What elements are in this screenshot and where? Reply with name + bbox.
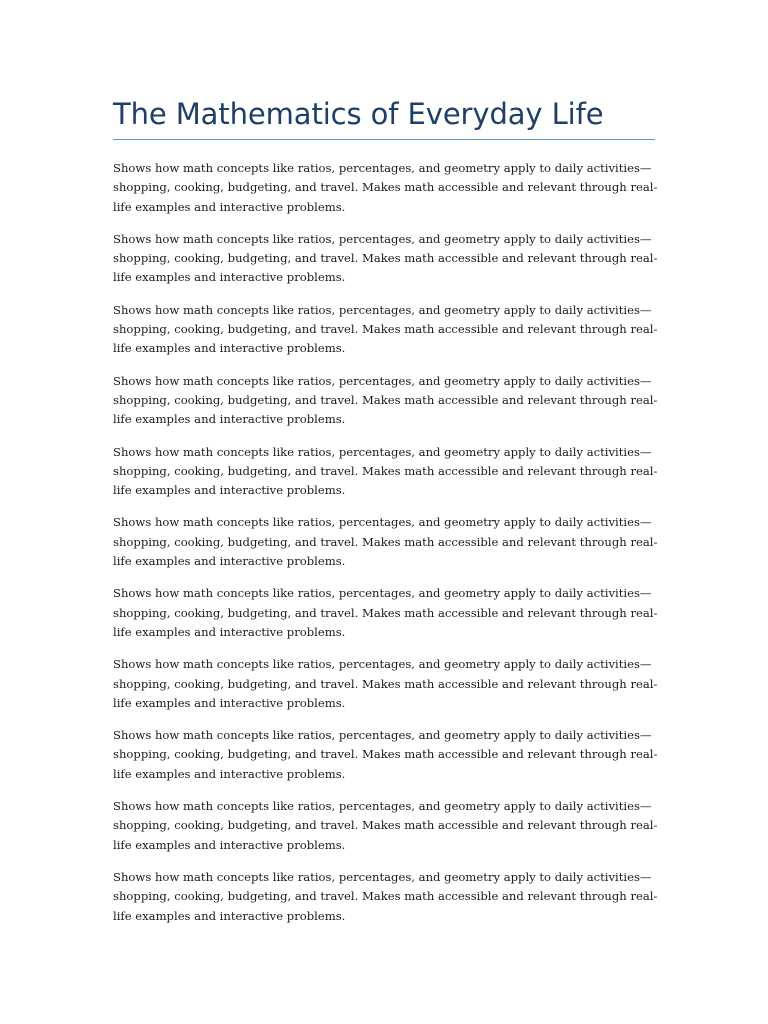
paragraph-line: Shows how math concepts like ratios, percentages, and geometry apply to daily activities— (113, 657, 652, 672)
body-paragraph (113, 372, 658, 430)
paragraph-line: life examples and interactive problems. (113, 483, 346, 498)
body-paragraph (113, 726, 658, 784)
body-paragraph (113, 230, 658, 288)
paragraph-line: life examples and interactive problems. (113, 412, 346, 427)
paragraph-line: shopping, cooking, budgeting, and travel. Makes math accessible and relevant through real- (113, 251, 658, 266)
paragraph-line: shopping, cooking, budgeting, and travel. Makes math accessible and relevant through real- (113, 180, 658, 195)
paragraph-line: Shows how math concepts like ratios, percentages, and geometry apply to daily activities— (113, 869, 652, 884)
paragraph-line: life examples and interactive problems. (113, 341, 346, 356)
paragraph-line: shopping, cooking, budgeting, and travel. Makes math accessible and relevant through real- (113, 818, 658, 833)
paragraph-line: shopping, cooking, budgeting, and travel. Makes math accessible and relevant through real- (113, 392, 658, 407)
body-paragraph (113, 797, 658, 855)
body-paragraph (113, 584, 658, 642)
paragraph-line: life examples and interactive problems. (113, 766, 346, 781)
body-paragraph (113, 655, 658, 713)
paragraph-line: shopping, cooking, budgeting, and travel. Makes math accessible and relevant through real- (113, 747, 658, 762)
document-title: The Mathematics of Everyday Life (113, 97, 604, 131)
paragraph-line: Shows how math concepts like ratios, percentages, and geometry apply to daily activities— (113, 728, 652, 743)
body-paragraph (113, 513, 658, 571)
paragraph-line: life examples and interactive problems. (113, 695, 346, 710)
paragraph-line: life examples and interactive problems. (113, 908, 346, 923)
paragraph-line: life examples and interactive problems. (113, 837, 346, 852)
paragraph-line: shopping, cooking, budgeting, and travel. Makes math accessible and relevant through real- (113, 534, 658, 549)
paragraph-line: shopping, cooking, budgeting, and travel. Makes math accessible and relevant through real- (113, 889, 658, 904)
paragraph-line: Shows how math concepts like ratios, percentages, and geometry apply to daily activities— (113, 231, 652, 246)
paragraph-line: life examples and interactive problems. (113, 624, 346, 639)
paragraph-line: Shows how math concepts like ratios, percentages, and geometry apply to daily activities— (113, 799, 652, 814)
document-body (113, 159, 658, 939)
paragraph-line: shopping, cooking, budgeting, and travel. Makes math accessible and relevant through real- (113, 322, 658, 337)
paragraph-line: Shows how math concepts like ratios, percentages, and geometry apply to daily activities— (113, 586, 652, 601)
body-paragraph (113, 443, 658, 501)
title-underline (113, 139, 655, 140)
paragraph-line: life examples and interactive problems. (113, 199, 346, 214)
body-paragraph (113, 301, 658, 359)
paragraph-line: shopping, cooking, budgeting, and travel. Makes math accessible and relevant through real- (113, 605, 658, 620)
paragraph-line: shopping, cooking, budgeting, and travel. Makes math accessible and relevant through real- (113, 463, 658, 478)
paragraph-line: life examples and interactive problems. (113, 554, 346, 569)
paragraph-line: shopping, cooking, budgeting, and travel. Makes math accessible and relevant through real- (113, 676, 658, 691)
paragraph-line: Shows how math concepts like ratios, percentages, and geometry apply to daily activities— (113, 302, 652, 317)
paragraph-line: life examples and interactive problems. (113, 270, 346, 285)
body-paragraph (113, 868, 658, 926)
paragraph-line: Shows how math concepts like ratios, percentages, and geometry apply to daily activities— (113, 444, 652, 459)
paragraph-line: Shows how math concepts like ratios, percentages, and geometry apply to daily activities— (113, 161, 652, 175)
body-paragraph (113, 159, 658, 217)
paragraph-line: Shows how math concepts like ratios, percentages, and geometry apply to daily activities— (113, 515, 652, 530)
paragraph-line: Shows how math concepts like ratios, percentages, and geometry apply to daily activities— (113, 373, 652, 388)
